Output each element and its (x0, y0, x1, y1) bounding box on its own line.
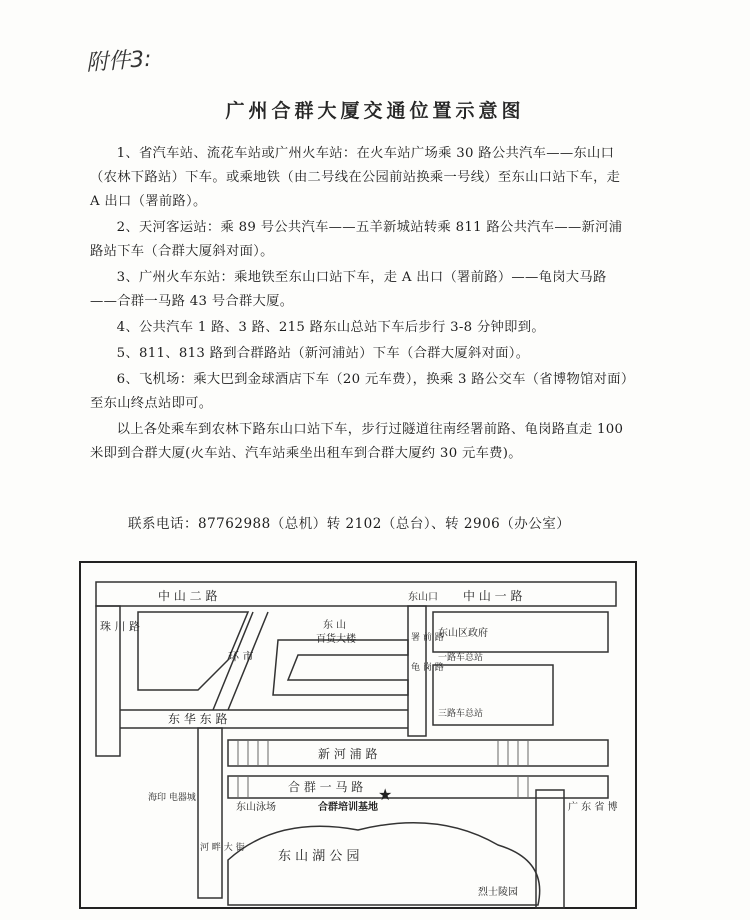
label-bus-terminal-3: 三路车总站 (438, 709, 484, 719)
direction-item: 1、省汽车站、流花车站或广州火车站：在火车站广场乘 30 路公共汽车——东山口（农林下路站）下车。或乘地铁（由二号线在公园前站换乘一号线）至东山口站下车，走 A 出口（署前路）。 (90, 146, 621, 209)
direction-item: 5、811、813 路到合群路站（新河浦站）下车（合群大厦斜对面）。 (116, 346, 530, 361)
label-hequn-base: 合群培训基地 (318, 802, 378, 813)
contact-line: 联系电话：87762988（总机）转 2102（总台）、转 2906（办公室） (128, 516, 571, 532)
label-zhongshan-1: 中 山 一 路 (463, 589, 523, 603)
direction-item: 6、飞机场：乘大巴到金球酒店下车（20 元车费），换乘 3 路公交车（省博物馆对面）至东山终点站即可。 (90, 372, 628, 411)
label-gd-museum: 广 东 省 博 (568, 802, 618, 813)
direction-item: 3、广州火车东站：乘地铁至东山口站下车，走 A 出口（署前路）——龟岗大马路——合群一马路 43 号合群大厦。 (90, 270, 607, 309)
label-dongshan-kou: 东山口 (408, 592, 438, 603)
page-title: 广州合群大厦交通位置示意图 (225, 100, 525, 122)
block-inner (273, 640, 408, 695)
label-shuqian: 署 前 路 (411, 633, 444, 643)
label-haiyin: 海印 电器城 (148, 793, 196, 803)
label-dongshan-gov: 东山区政府 (438, 628, 488, 639)
label-dongshan-park: 东 山 湖 公 园 (278, 849, 360, 864)
direction-item: 2、天河客运站：乘 89 号公共汽车——五羊新城站转乘 811 路公共汽车——新河浦路站下车（合群大厦斜对面）。 (90, 220, 623, 259)
label-hequn: 合 群 一 马 路 (288, 780, 364, 794)
label-huanshi: 环 市 (228, 650, 254, 663)
direction-summary: 以上各处乘车到农林下路东山口站下车，步行过隧道往南经署前路、龟岗路直走 100 米即到合群大厦(火车站、汽车站乘坐出租车到合群大厦约 30 元车费)。 (90, 422, 624, 461)
label-zhongshan-2: 中 山 二 路 (158, 589, 218, 603)
label-lieshi: 烈士陵园 (478, 887, 518, 898)
road-donghua (120, 710, 408, 728)
road-hequn (228, 776, 608, 798)
label-guigang: 龟 岗 路 (411, 663, 444, 673)
label-xinhepu: 新 河 浦 路 (318, 747, 378, 761)
label-dept-store: 百货大楼 (316, 634, 356, 645)
label-dongshan: 东 山 (323, 620, 347, 631)
directions-body (90, 142, 630, 468)
label-bus-terminal-1: 一路车总站 (438, 653, 484, 663)
map-svg (78, 560, 638, 910)
label-hequan-dajie: 河 畔 大 街 (200, 843, 245, 853)
hequn-star-icon: ★ (378, 785, 393, 804)
attachment-note: 附件3: (85, 46, 153, 77)
location-map (78, 560, 638, 910)
direction-item: 4、公共汽车 1 路、3 路、215 路东山总站下车后步行 3-8 分钟即到。 (116, 320, 545, 335)
label-donghua: 东 华 东 路 (168, 712, 228, 726)
label-zhuchuan: 珠 川 路 (100, 620, 140, 633)
road-xinhepu (228, 740, 608, 766)
road-left-lower (198, 728, 222, 898)
label-dongshan-gym: 东山泳场 (236, 802, 276, 813)
